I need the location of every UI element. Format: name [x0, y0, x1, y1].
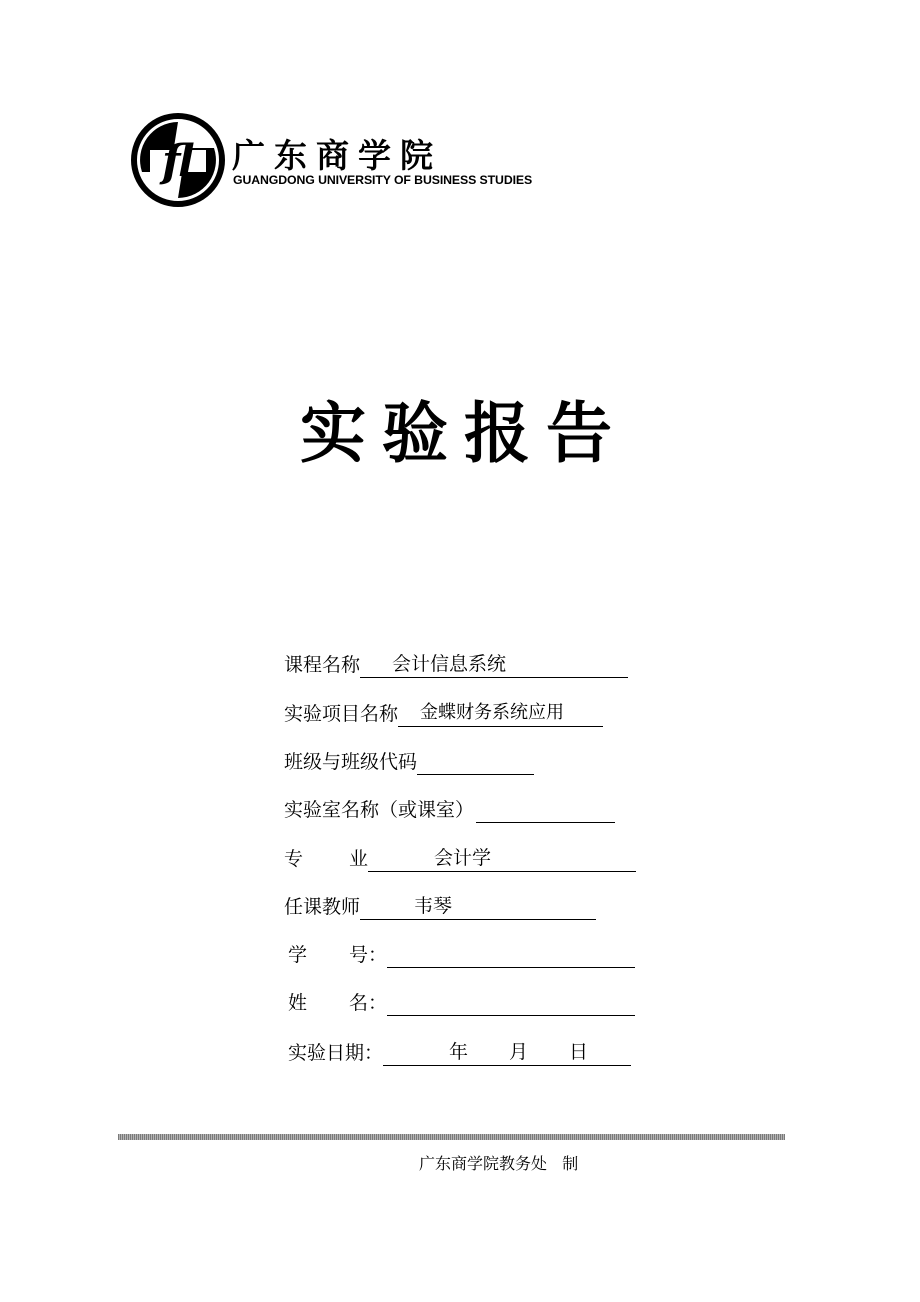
project-value: 金蝶财务系统应用: [420, 702, 565, 723]
date-year: 年: [449, 1041, 469, 1063]
lab-row: [284, 797, 615, 823]
footer-issuer: [419, 1151, 578, 1174]
document-title: 实验报告: [300, 394, 628, 472]
student-id-label-2: 号：: [349, 944, 388, 966]
university-name-cn: 广东商学院: [232, 136, 442, 175]
footer-issuer-name: 广东商学院教务处: [419, 1154, 548, 1173]
lab-line: [476, 799, 615, 823]
teacher-value: 韦琴: [414, 895, 453, 917]
lab-label: 实验室名称（或课室）: [284, 799, 475, 821]
name-label-2: 名：: [349, 992, 388, 1014]
class-row: [284, 749, 534, 775]
date-label: 实验日期：: [288, 1042, 384, 1064]
student-id-label-1: 学: [288, 944, 308, 966]
student-id-row: [288, 942, 635, 968]
teacher-row: [284, 894, 596, 920]
major-line: [368, 848, 636, 872]
date-line: [383, 1042, 631, 1066]
course-label: 课程名称: [284, 654, 361, 676]
major-label-1: 专: [284, 848, 304, 870]
emblem-icon: [130, 112, 226, 208]
footer-divider: [118, 1134, 785, 1140]
course-value: 会计信息系统: [392, 653, 507, 675]
university-name-en: GUANGDONG UNIVERSITY OF BUSINESS STUDIES: [233, 173, 533, 187]
course-row: [284, 652, 628, 678]
date-day: 日: [569, 1041, 589, 1063]
name-row: [288, 990, 635, 1016]
svg-text:fl: fl: [162, 136, 194, 187]
class-line: [417, 751, 534, 775]
project-line: [398, 703, 603, 727]
major-label-2: 业: [349, 848, 369, 870]
name-line: [387, 992, 635, 1016]
teacher-line: [360, 896, 596, 920]
student-id-line: [387, 944, 635, 968]
project-label: 实验项目名称: [284, 703, 399, 725]
date-month: 月: [509, 1041, 529, 1063]
project-row: [284, 701, 603, 727]
name-label-1: 姓: [288, 992, 308, 1014]
footer-suffix: 制: [562, 1154, 579, 1173]
teacher-label: 任课教师: [284, 896, 361, 918]
major-value: 会计学: [434, 847, 492, 869]
class-label: 班级与班级代码: [284, 751, 418, 773]
major-row: [284, 846, 636, 872]
date-row: [288, 1040, 631, 1066]
course-line: [360, 654, 628, 678]
